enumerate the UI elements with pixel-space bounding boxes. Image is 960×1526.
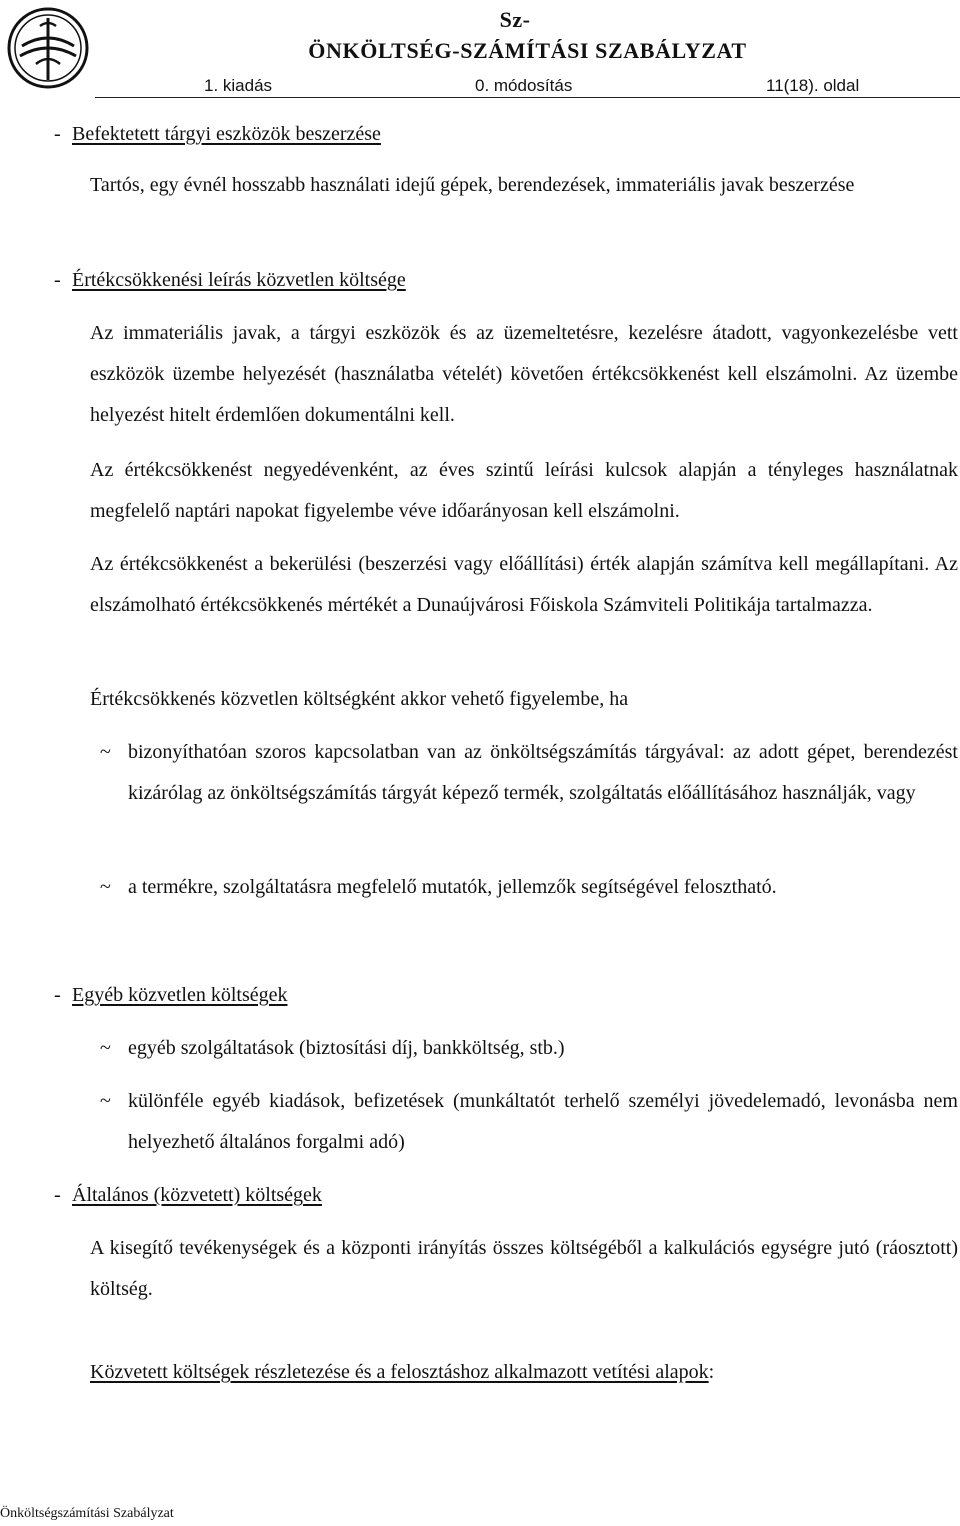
section-heading-allocation: [90, 1352, 714, 1393]
header-title-line1: Sz-: [499, 7, 531, 32]
section-text-indirect-costs: A kisegítő tevékenységek és a központi irányítás összes költségéből a kalkulációs egységre jutó (ráosztott) költség.: [90, 1237, 958, 1300]
header-title-line2: ÖNKÖLTSÉG-SZÁMÍTÁSI SZABÁLYZAT: [308, 38, 747, 63]
paragraph-depreciation-1: Az immateriális javak, a tárgyi eszközök és az üzemeltetésre, kezelésre átadott, vagyonkezelésbe vett eszközök üzembe helyezését (használatba vételét) követően értékcsökkenést kell elszámolni. Az üzembe helyezést hitelt érdemlően dokumentálni kell.: [90, 322, 958, 426]
paragraph-depreciation-3: Az értékcsökkenést a bekerülési (beszerzési vagy előállítási) érték alapján számítva kell megállapítani. Az elszámolható értékcsökkenés mértékét a Dunaújvárosi Főiskola Számviteli Politikája tartalmazza.: [90, 553, 958, 616]
section-dash: -: [54, 1184, 61, 1206]
paragraph-depreciation-condition: Értékcsökkenés közvetlen költségként akkor vehető figyelembe, ha: [90, 688, 629, 710]
bullet-tilde: ~: [100, 1037, 111, 1059]
allocation-heading-colon: :: [708, 1361, 715, 1383]
footer-text: Önköltségszámítási Szabályzat: [0, 1506, 174, 1521]
bullet-tilde: ~: [100, 876, 111, 898]
header-modification: 0. módosítás: [475, 76, 573, 95]
header-rule: [95, 97, 960, 98]
section-dash: -: [54, 123, 61, 145]
bullet-item-1: bizonyíthatóan szoros kapcsolatban van az önköltségszámítás tárgyával: az adott gépet, berendezést kizárólag az önköltségszámítás tárgyát képező termék, szolgáltatás előállításához használják, vagy: [128, 741, 958, 804]
bullet-item-2: a termékre, szolgáltatásra megfelelő mutatók, jellemzők segítségével felosztható.: [128, 876, 777, 898]
section-dash: -: [54, 984, 61, 1006]
allocation-heading-text: Közvetett költségek részletezése és a felosztáshoz alkalmazott vetítési alapok: [90, 1361, 709, 1383]
bullet-tilde: ~: [100, 741, 111, 763]
section-heading-indirect-costs: Általános (közvetett) költségek: [72, 1184, 322, 1206]
header-edition: 1. kiadás: [204, 76, 273, 95]
header-page-number: 11(18). oldal: [766, 76, 860, 95]
section-heading-depreciation: Értékcsökkenési leírás közvetlen költsége: [72, 269, 406, 291]
section-heading-other-direct-costs: Egyéb közvetlen költségek: [72, 984, 288, 1006]
bullet-item-3: egyéb szolgáltatások (biztosítási díj, bankköltség, stb.): [128, 1037, 565, 1059]
bullet-tilde: ~: [100, 1090, 111, 1112]
section-heading-fixed-assets: Befektetett tárgyi eszközök beszerzése: [72, 123, 381, 145]
bullet-item-4: különféle egyéb kiadások, befizetések (munkáltatót terhelő személyi jövedelemadó, levonásba nem helyezhető általános forgalmi adó): [128, 1090, 958, 1153]
paragraph-depreciation-2: Az értékcsökkenést negyedévenként, az éves szintű leírási kulcsok alapján a tényleges használatnak megfelelő naptári napokat figyelembe véve időarányosan kell elszámolni.: [90, 459, 958, 522]
section-dash: -: [54, 269, 61, 291]
section-text-fixed-assets: Tartós, egy évnél hosszabb használati idejű gépek, berendezések, immateriális javak beszerzése: [90, 174, 855, 196]
